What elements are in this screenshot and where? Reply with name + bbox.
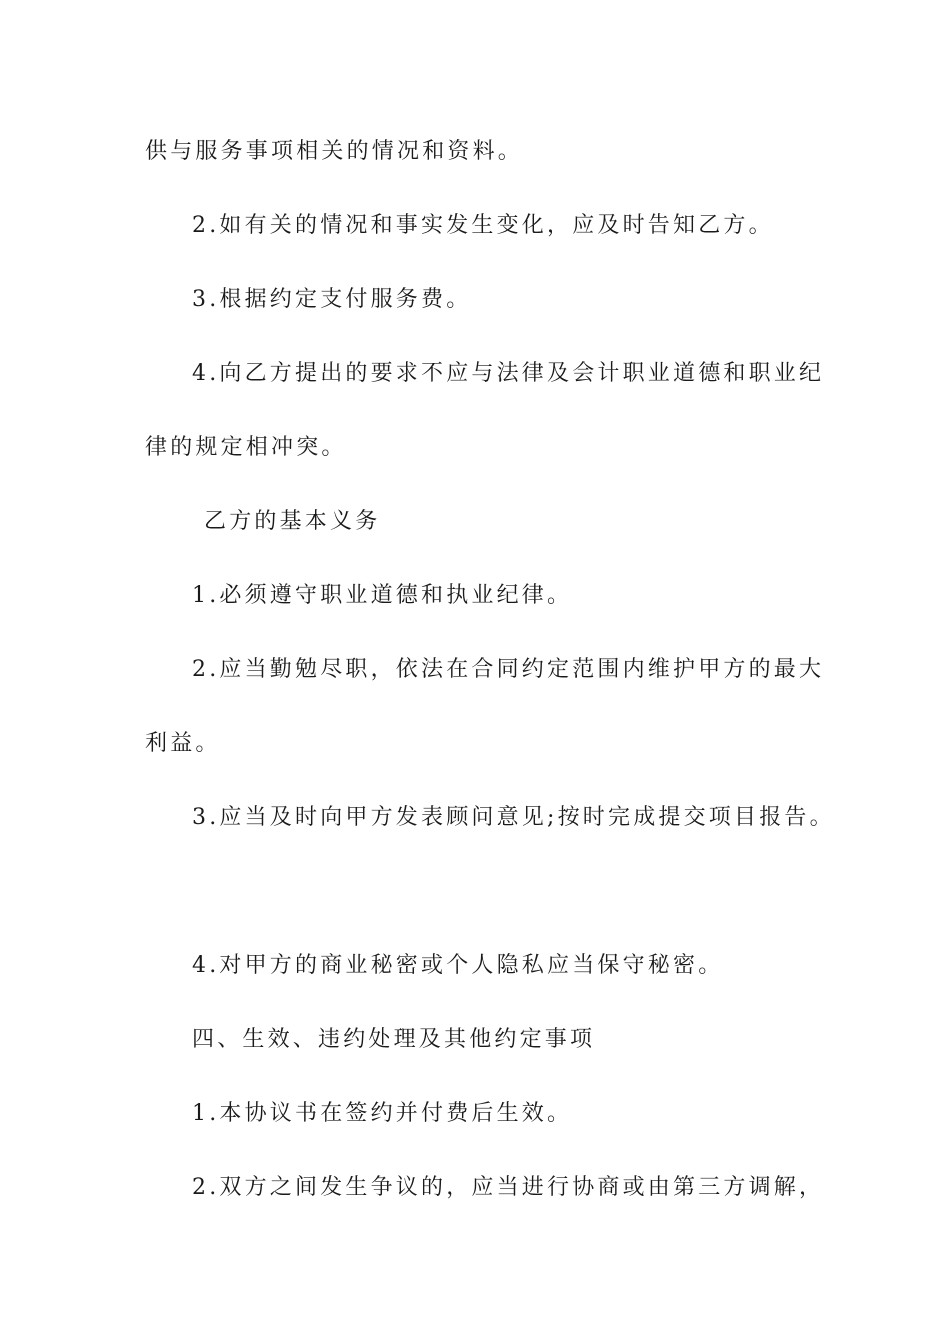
paragraph-line: 1.必须遵守职业道德和执业纪律。 [192,583,573,608]
paragraph-line: 4.对甲方的商业秘密或个人隐私应当保守秘密。 [192,953,724,978]
paragraph-line: 利益。 [145,731,221,756]
paragraph-line: 4.向乙方提出的要求不应与法律及会计职业道德和职业纪 [192,361,825,386]
paragraph-line: 3.应当及时向甲方发表顾问意见;按时完成提交项目报告。 [192,805,835,830]
paragraph-line: 3.根据约定支付服务费。 [192,287,472,312]
paragraph-line: 2.应当勤勉尽职，依法在合同约定范围内维护甲方的最大 [192,657,825,682]
paragraph-line: 2.如有关的情况和事实发生变化，应及时告知乙方。 [192,213,774,238]
paragraph-line: 律的规定相冲突。 [145,435,347,460]
section-heading: 乙方的基本义务 [204,509,381,534]
paragraph-line: 供与服务事项相关的情况和资料。 [145,139,524,164]
paragraph-line: 2.双方之间发生争议的，应当进行协商或由第三方调解， [192,1175,825,1200]
section-heading: 四、生效、违约处理及其他约定事项 [192,1027,596,1052]
paragraph-line: 1.本协议书在签约并付费后生效。 [192,1101,573,1126]
